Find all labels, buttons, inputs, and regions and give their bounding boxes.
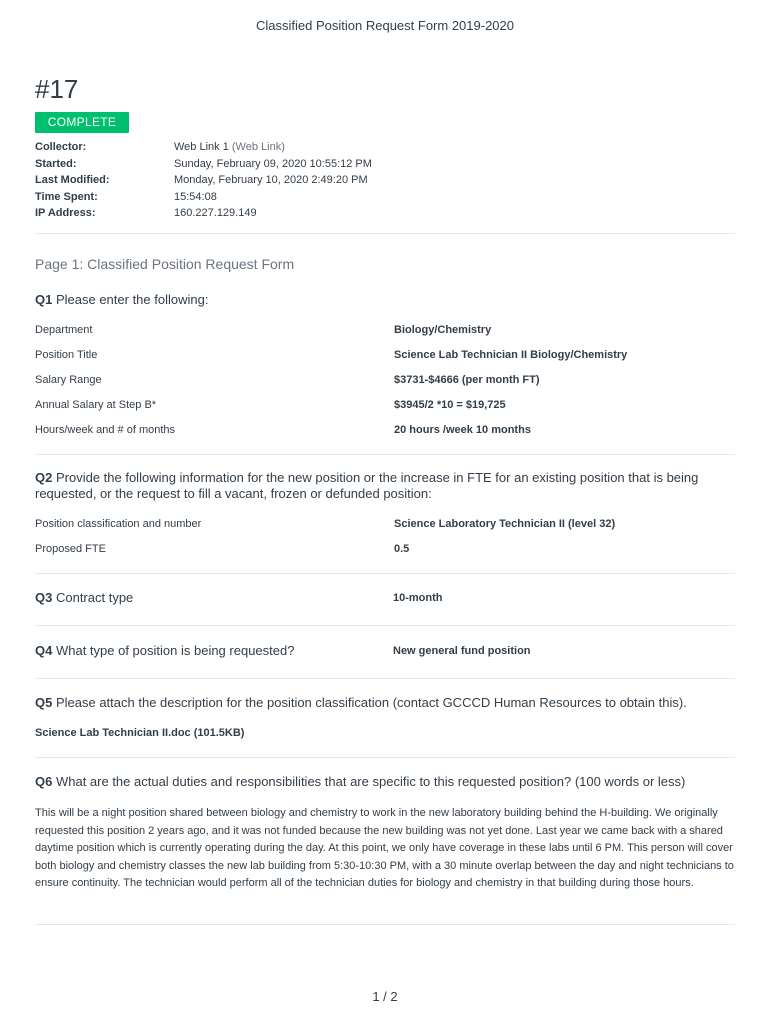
divider xyxy=(35,573,735,574)
meta-value: 160.227.129.149 xyxy=(174,207,257,220)
question-number: Q1 xyxy=(35,292,53,307)
question-number: Q5 xyxy=(35,695,53,710)
response-number: #17 xyxy=(35,74,79,104)
field-label-classification: Position classification and number xyxy=(35,518,202,530)
question-q3 xyxy=(35,590,735,606)
meta-label: Last Modified: xyxy=(35,174,110,187)
divider xyxy=(35,625,735,626)
meta-row-time-spent xyxy=(35,189,372,206)
question-text: What are the actual duties and responsibilities that are specific to this requested position? (100 words or less) xyxy=(55,774,686,789)
meta-value: Sunday, February 09, 2020 10:55:12 PM xyxy=(174,157,372,170)
meta-label: Time Spent: xyxy=(35,190,98,203)
question-number: Q4 xyxy=(35,643,53,658)
divider xyxy=(35,454,735,455)
question-number: Q6 xyxy=(35,774,53,789)
field-label-position-title: Position Title xyxy=(35,349,98,361)
question-q4 xyxy=(35,643,735,659)
field-value-position-title: Science Lab Technician II Biology/Chemistry xyxy=(394,349,628,361)
divider xyxy=(35,924,735,925)
meta-value: Monday, February 10, 2020 2:49:20 PM xyxy=(174,174,368,187)
field-value-salary-range: $3731-$4666 (per month FT) xyxy=(394,374,540,386)
meta-value: 15:54:08 xyxy=(174,190,217,203)
meta-label: IP Address: xyxy=(35,207,96,220)
question-q1 xyxy=(35,292,735,308)
field-value-proposed-fte: 0.5 xyxy=(394,543,410,555)
field-value-hours: 20 hours /week 10 months xyxy=(394,424,531,436)
divider xyxy=(35,678,735,679)
divider xyxy=(35,233,735,234)
field-label-proposed-fte: Proposed FTE xyxy=(35,543,106,555)
question-number: Q3 xyxy=(35,590,53,605)
meta-row-ip-address xyxy=(35,205,372,222)
field-label-department: Department xyxy=(35,324,93,336)
page-number: 1 / 2 xyxy=(372,989,398,1004)
question-text: Please enter the following: xyxy=(55,292,209,307)
collector-value: Web Link 1 xyxy=(174,141,229,153)
question-text: Contract type xyxy=(55,590,134,605)
field-value-annual-salary: $3945/2 *10 = $19,725 xyxy=(394,399,506,411)
field-label-hours: Hours/week and # of months xyxy=(35,424,176,436)
question-q5 xyxy=(35,695,735,711)
attachment-file[interactable]: Science Lab Technician II.doc (101.5KB) xyxy=(35,727,245,739)
question-q6 xyxy=(35,774,735,790)
field-value-classification: Science Laboratory Technician II (level 32) xyxy=(394,518,616,530)
divider xyxy=(35,757,735,758)
status-badge: COMPLETE xyxy=(35,112,129,133)
meta-row-collector xyxy=(35,139,372,156)
document-title: Classified Position Request Form 2019-2020 xyxy=(256,18,514,33)
question-text: Please attach the description for the position classification (contact GCCCD Human Resources to obtain this). xyxy=(55,695,687,710)
field-label-annual-salary: Annual Salary at Step B* xyxy=(35,399,157,411)
question-q2 xyxy=(35,470,735,502)
meta-value xyxy=(174,139,285,156)
answer-contract-type: 10-month xyxy=(393,592,443,604)
field-value-department: Biology/Chemistry xyxy=(394,324,492,336)
page-title: Page 1: Classified Position Request Form xyxy=(35,256,295,272)
question-text: What type of position is being requested? xyxy=(55,643,295,658)
response-metadata xyxy=(35,139,372,222)
answer-position-type: New general fund position xyxy=(393,645,531,657)
answer-duties: This will be a night position shared between biology and chemistry to work in the new laboratory building behind the H-building. We originally requested this position 2 years ago, and it was not funded because the new building was not yet done. Last year we came back with a shared daytime position which is currently operating during the day. At this point, we only have coverage in these labs until 6 PM. This person will cover both biology and chemistry classes the new lab building from 5:30-10:30 PM, with a 30 minute overlap between the day and night technicians to ensure continuity. The technician would perform all of the technician duties for biology and chemistry in that building during those hours. xyxy=(35,807,734,889)
meta-label: Started: xyxy=(35,157,77,170)
meta-row-last-modified xyxy=(35,172,372,189)
question-number: Q2 xyxy=(35,470,53,485)
meta-label: Collector: xyxy=(35,141,87,153)
collector-type: (Web Link) xyxy=(231,141,285,153)
meta-row-started xyxy=(35,156,372,173)
question-text: Provide the following information for the new position or the increase in FTE for an existing position that is being requested, or the request to fill a vacant, frozen or defunded position: xyxy=(35,470,699,501)
field-label-salary-range: Salary Range xyxy=(35,374,102,386)
